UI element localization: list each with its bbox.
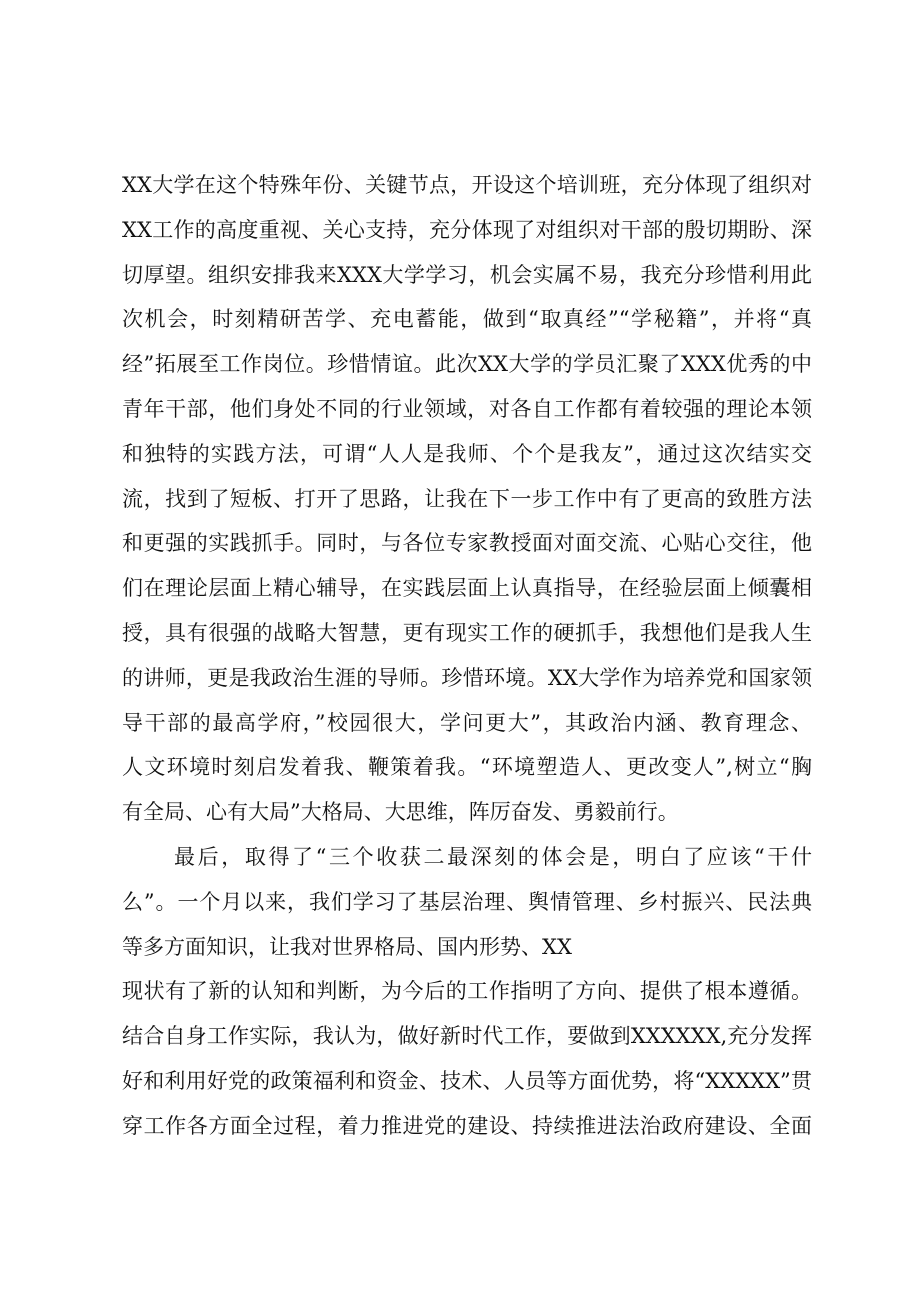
text-line: 授，具有很强的战略大智慧，更有现实工作的硬抓手，我想他们是我人生 bbox=[122, 620, 812, 645]
text-line: 们在理论层面上精心辅导，在实践层面上认真指导，在经验层面上倾囊相 bbox=[122, 576, 812, 601]
text-line: 青年干部，他们身处不同的行业领域，对各自工作都有着较强的理论本领 bbox=[122, 396, 812, 421]
text-line: 导干部的最高学府，”校园很大，学问更大”，其政治内涵、教育理念、 bbox=[122, 710, 812, 735]
text-line: 等多方面知识，让我对世界格局、国内形势、XX bbox=[122, 934, 572, 959]
text-line: 经”拓展至工作岗位。珍惜情谊。此次XX大学的学员汇聚了XXX优秀的中 bbox=[122, 352, 812, 377]
paragraph-first-line: 最后，取得了“三个收获二最深刻的体会是，明白了应该“干什 bbox=[174, 844, 812, 869]
text-line: 么”。一个月以来，我们学习了基层治理、舆情管理、乡村振兴、民法典 bbox=[122, 889, 812, 914]
text-line: 有全局、心有大局”大格局、大思维，阵厉奋发、勇毅前行。 bbox=[122, 800, 679, 825]
text-line: 穿工作各方面全过程，着力推进党的建设、持续推进法治政府建设、全面 bbox=[122, 1113, 812, 1138]
text-line: 和独特的实践方法，可谓“人人是我师、个个是我友”，通过这次结实交 bbox=[122, 441, 812, 466]
text-line: 现状有了新的认知和判断，为今后的工作指明了方向、提供了根本遵循。 bbox=[122, 979, 812, 1004]
text-line: 好和利用好党的政策福利和资金、技术、人员等方面优势，将“XXXXX”贯 bbox=[122, 1068, 812, 1093]
body-text bbox=[122, 163, 812, 1149]
text-line: 的讲师，更是我政治生涯的导师。珍惜环境。XX大学作为培养党和国家领 bbox=[122, 665, 812, 690]
text-line: 切厚望。组织安排我来XXX大学学习，机会实属不易，我充分珍惜利用此 bbox=[122, 262, 812, 287]
text-line: 流，找到了短板、打开了思路，让我在下一步工作中有了更高的致胜方法 bbox=[122, 486, 812, 511]
text-line: XX工作的高度重视、关心支持，充分体现了对组织对干部的殷切期盼、深 bbox=[122, 217, 812, 242]
text-line: 人文环境时刻启发着我、鞭策着我。“环境塑造人、更改变人”,树立“胸 bbox=[122, 755, 812, 780]
text-line: XX大学在这个特殊年份、关键节点，开设这个培训班，充分体现了组织对 bbox=[122, 173, 812, 197]
text-line: 次机会，时刻精研苦学、充电蓄能，做到“取真经”“学秘籍”，并将“真 bbox=[122, 307, 812, 332]
text-line: 和更强的实践抓手。同时，与各位专家教授面对面交流、心贴心交往，他 bbox=[122, 531, 812, 556]
text-line: 结合自身工作实际，我认为，做好新时代工作，要做到XXXXXX,充分发挥 bbox=[122, 1024, 812, 1049]
